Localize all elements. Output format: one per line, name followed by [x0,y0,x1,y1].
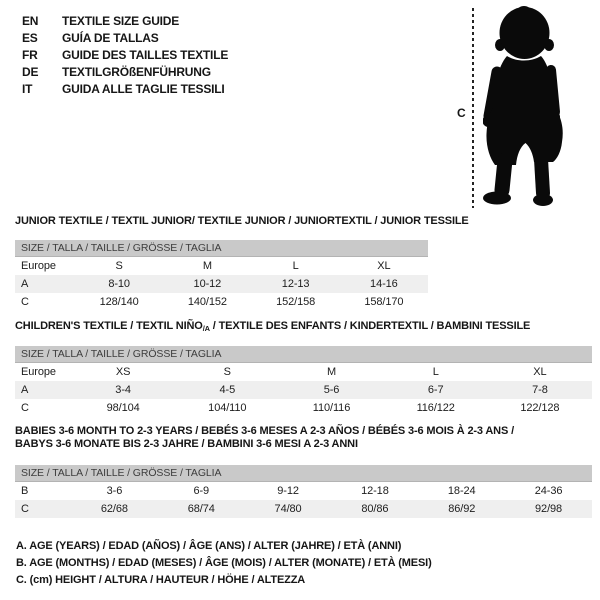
size-cell: 158/170 [364,296,404,308]
size-cell: 8-10 [108,278,130,290]
size-cell: 74/80 [274,503,302,515]
size-cell: M [326,366,337,378]
size-cell: XL [533,366,547,378]
title-text: / TEXTILE DES ENFANTS / KINDERTEXTIL / BAMBINI TESSILE [209,320,531,332]
footnote-c: C. (cm) HEIGHT / ALTURA / HAUTEUR / HÖHE / ALTEZZA [16,574,306,586]
size-cell: 68/74 [187,503,215,515]
row-label: C [21,503,29,515]
footnote-legend [16,538,432,589]
size-cell: 3-4 [115,384,131,396]
size-cell: 62/68 [100,503,128,515]
lang-row-de [22,64,228,81]
lang-label: TEXTILGRÖßENFÜHRUNG [62,65,211,79]
size-header-bar: SIZE / TALLA / TAILLE / GRÖSSE / TAGLIA [15,346,592,363]
size-cell: 14-16 [370,278,398,290]
size-cell: 110/116 [312,402,351,414]
size-cell: 104/110 [208,402,247,414]
lang-row-it [22,81,228,98]
title-subscript: /A [202,324,210,333]
lang-label: TEXTILE SIZE GUIDE [62,14,180,28]
height-measure-figure [440,0,600,215]
toddler-silhouette-icon [483,4,578,209]
height-measure-dashed-line [472,8,474,208]
size-cell: 152/158 [276,296,316,308]
language-title-list [22,13,228,98]
title-text: CHILDREN'S TEXTILE / TEXTIL NIÑO [15,320,203,332]
footnote-a: A. AGE (YEARS) / EDAD (AÑOS) / ÂGE (ANS) / ALTER (JAHRE) / ETÀ (ANNI) [16,540,402,552]
size-header-bar: SIZE / TALLA / TAILLE / GRÖSSE / TAGLIA [15,240,428,257]
size-cell: 12-18 [361,485,389,497]
table-row [15,381,592,399]
row-label: B [21,485,29,497]
row-label: A [21,384,29,396]
junior-table-title: JUNIOR TEXTILE / TEXTIL JUNIOR/ TEXTILE JUNIOR / JUNIORTEXTIL / JUNIOR TESSILE [15,215,469,227]
size-cell: 9-12 [277,485,299,497]
height-measure-label: C [457,106,466,120]
size-cell: 122/128 [520,402,560,414]
size-cell: 4-5 [219,384,236,396]
table-row [15,399,592,417]
size-cell: M [202,260,212,272]
lang-label: GUIDE DES TAILLES TEXTILE [62,48,229,62]
row-label: Europe [21,366,56,378]
lang-row-es [22,30,228,47]
table-row [15,363,592,381]
size-cell: XS [115,366,131,378]
size-header-bar: SIZE / TALLA / TAILLE / GRÖSSE / TAGLIA [15,465,592,482]
babies-table-title-line2: BABYS 3-6 MONATE BIS 2-3 JAHRE / BAMBINI 3-6 MESI A 2-3 ANNI [15,438,358,450]
size-cell: 86/92 [448,503,476,515]
size-cell: 6-7 [427,384,444,396]
size-cell: 6-9 [193,485,210,497]
row-label: C [21,402,29,414]
lang-row-en [22,13,228,30]
lang-label: GUÍA DE TALLAS [62,31,159,45]
footnote-b: B. AGE (MONTHS) / EDAD (MESES) / ÂGE (MOIS) / ALTER (MONATE) / ETÀ (MESI) [16,557,432,569]
size-cell: 12-13 [281,278,310,290]
babies-size-table [15,425,592,518]
children-size-table [15,320,592,417]
size-cell: 24-36 [534,485,563,497]
junior-size-table [15,215,469,311]
size-cell: S [115,260,123,272]
size-cell: XL [377,260,391,272]
table-row [15,293,428,311]
row-label: Europe [21,260,56,272]
children-table-title [15,320,592,333]
table-row [15,257,428,275]
lang-code: FR [22,48,38,62]
size-cell: 80/86 [361,503,389,515]
size-cell: 3-6 [106,485,123,497]
size-cell: L [292,260,299,272]
lang-code: EN [22,14,39,28]
lang-row-fr [22,47,228,64]
size-cell: 140/152 [187,296,227,308]
size-cell: 10-12 [193,278,222,290]
table-row [15,500,592,518]
size-cell: 7-8 [532,384,548,396]
size-cell: 5-6 [323,384,340,396]
size-cell: S [223,366,231,378]
row-label: C [21,296,29,308]
lang-code: ES [22,31,38,45]
size-cell: 128/140 [99,296,139,308]
lang-code: DE [22,65,39,79]
table-row [15,482,592,500]
lang-label: GUIDA ALLE TAGLIE TESSILI [62,82,225,96]
row-label: A [21,278,29,290]
babies-table-title-line1: BABIES 3-6 MONTH TO 2-3 YEARS / BEBÉS 3-6 MESES A 2-3 AÑOS / BÉBÉS 3-6 MOIS À 2-3 ANS / [15,425,514,437]
lang-code: IT [22,82,33,96]
size-cell: 18-24 [447,485,476,497]
size-cell: L [432,366,439,378]
size-cell: 92/98 [535,503,563,515]
size-cell: 98/104 [106,402,140,414]
size-cell: 116/122 [416,402,455,414]
table-row [15,275,428,293]
